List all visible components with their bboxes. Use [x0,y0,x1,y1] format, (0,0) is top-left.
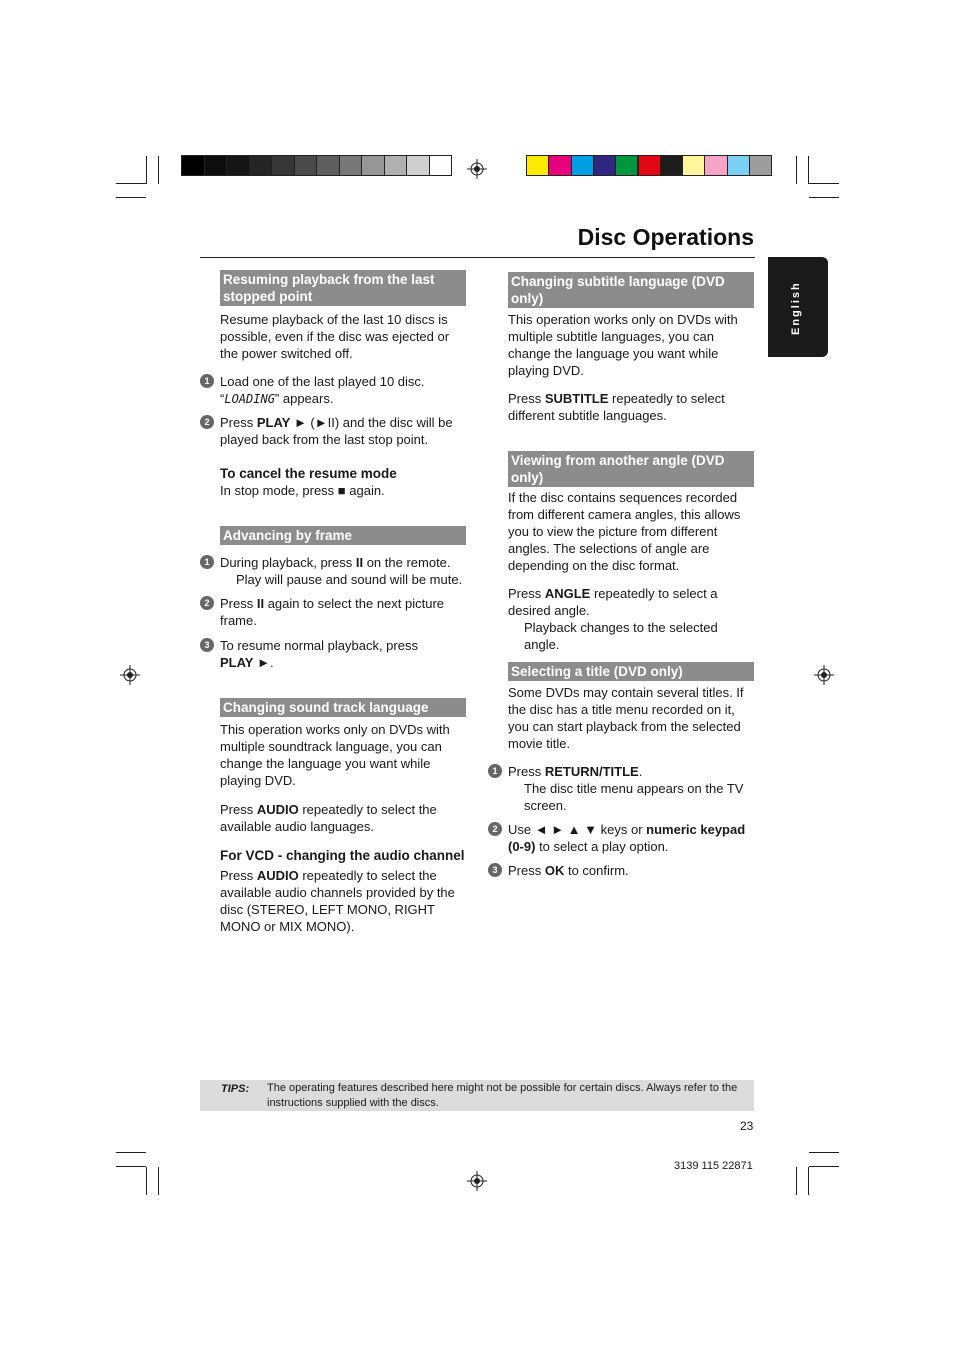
registration-target-icon [467,159,487,179]
registration-target-icon [467,1171,487,1191]
grey-swatch [204,155,228,176]
step-item: 2 Press II again to select the next picture frame. [220,595,466,629]
step-number: 1 [200,374,214,388]
step-text-sub: “LOADING” appears. [220,391,334,406]
display-text: LOADING [224,392,275,406]
step-number: 1 [200,555,214,569]
color-swatch [571,155,594,176]
step-text-sub: Play will pause and sound will be mute. [236,572,463,587]
section-frame [220,526,466,545]
language-tab [768,257,828,357]
section-subtitle [508,272,754,424]
play-icon: ►. [253,655,274,670]
color-swatch [638,155,661,176]
color-swatch [615,155,638,176]
section-intro: This operation works only on DVDs with multiple subtitle languages, you can change the language you want while playing DVD. [508,312,738,378]
key-label: PLAY [256,415,291,430]
section-title [508,662,754,752]
section-angle [508,451,754,653]
registration-target-icon [120,665,140,685]
key-label: PLAY [220,655,254,670]
grey-swatch [429,155,453,176]
grey-swatch [406,155,430,176]
step-item: 2 Use ◄ ► ▲ ▼ keys or numeric keypad (0-9) to select a play option. [508,821,754,855]
grey-swatch [249,155,273,176]
step-item [204,373,466,408]
grey-swatch [339,155,363,176]
tips-label: TIPS: [221,1083,250,1095]
key-label: ANGLE [544,586,591,601]
color-swatch [660,155,683,176]
section-heading: Changing sound track language [220,698,466,717]
stop-icon: ■ [337,483,346,498]
key-label: numeric keypad (0-9) [508,822,746,854]
step-item: 1 Press RETURN/TITLE. The disc title menu appears on the TV screen. [508,763,754,814]
color-swatch [727,155,750,176]
section-intro: This operation works only on DVDs with multiple soundtrack language, you can change the language you want while playing DVD. [220,722,450,788]
section-intro: If the disc contains sequences recorded from different camera angles, this allows you to view the picture from different angles. The selections of angle are depending on the disc format. [508,490,741,573]
step-item: 2 Press PLAY ► (►II) and the disc will be played back from the last stop point. [220,414,466,448]
document-number: 3139 115 22871 [674,1160,753,1172]
grey-swatch [181,155,205,176]
key-label: RETURN/TITLE [544,764,639,779]
page-title: Disc Operations [577,224,754,250]
step-number: 2 [488,822,502,836]
color-swatch [593,155,616,176]
step-number: 2 [200,415,214,429]
section-heading: Selecting a title (DVD only) [508,662,754,681]
color-swatch [704,155,727,176]
grey-swatch [226,155,250,176]
key-label: OK [544,863,565,878]
color-swatch [548,155,571,176]
cancel-resume: To cancel the resume mode In stop mode, press ■ again. [220,465,466,499]
step-item: 3 Press OK to confirm. [508,862,754,879]
title-rule [200,257,755,258]
section-instruction: Press ANGLE repeatedly to select a desired angle. [508,586,718,618]
key-label: SUBTITLE [544,391,609,406]
arrow-keys-text: Use ◄ ► ▲ ▼ keys or [508,822,647,837]
grey-swatch [294,155,318,176]
step-number: 3 [488,863,502,877]
section-heading: Changing subtitle language (DVD only) [508,272,754,308]
grey-swatch [361,155,385,176]
color-swatch [682,155,705,176]
section-heading: Resuming playback from the last stopped point [220,270,466,306]
step-text-sub: Playback changes to the selected angle. [524,620,718,652]
tips-text: The operating features described here might not be possible for certain discs. Always refer to the instructions supplied with the discs. [267,1082,738,1109]
section-sound [220,698,466,935]
section-heading: Advancing by frame [220,526,466,545]
section-resume [220,270,466,362]
section-intro: Some DVDs may contain several titles. If the disc has a title menu recorded on it, you can start playback from the selected movie title. [508,685,744,751]
pause-icon: II [256,596,265,611]
subheading: To cancel the resume mode [220,466,397,481]
language-tab-label: English [790,281,802,335]
subheading: For VCD - changing the audio channel [220,848,465,863]
key-label: AUDIO [256,802,299,817]
play-pause-icon: ► (►II) [290,415,340,430]
step-number: 1 [488,764,502,778]
key-label: AUDIO [256,868,299,883]
grey-swatch [271,155,295,176]
step-text-sub: The disc title menu appears on the TV screen. [524,781,744,813]
color-swatch [526,155,549,176]
step-item: 1 During playback, press II on the remote. Play will pause and sound will be mute. [220,554,466,588]
pause-icon: II [355,555,364,570]
section-instruction: Press AUDIO repeatedly to select the available audio channels provided by the disc (STEREO, LEFT MONO, RIGHT MONO or MIX MONO). [220,868,455,934]
color-swatch [749,155,772,176]
step-text: Load one of the last played 10 disc. [220,374,425,389]
step-number: 3 [200,638,214,652]
section-heading: Viewing from another angle (DVD only) [508,451,754,487]
section-intro: Resume playback of the last 10 discs is possible, even if the disc was ejected or the power switched off. [220,312,450,361]
grey-swatch [316,155,340,176]
step-item: 3 To resume normal playback, press PLAY ►. [220,637,466,671]
step-number: 2 [200,596,214,610]
section-instruction: Press SUBTITLE repeatedly to select different subtitle languages. [508,391,725,423]
section-instruction: Press AUDIO repeatedly to select the available audio languages. [220,802,437,834]
tips-box [200,1080,754,1111]
grey-swatch [384,155,408,176]
registration-target-icon [814,665,834,685]
page-number: 23 [740,1119,754,1133]
